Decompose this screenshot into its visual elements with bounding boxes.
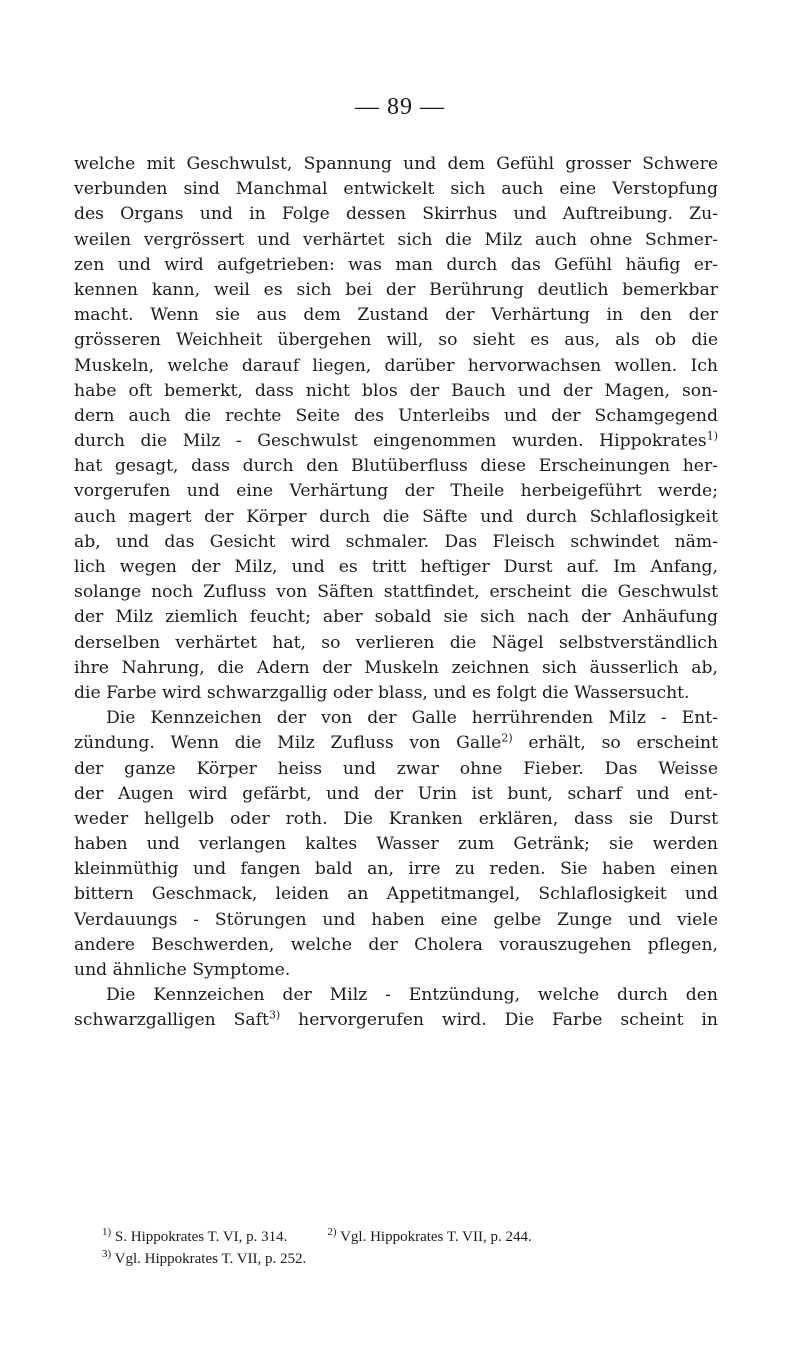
line-text: hat gesagt, dass durch den Blutüberfluss diese Erscheinungen her- [74, 456, 718, 477]
text-line [74, 328, 718, 353]
line-text: ihre Nahrung, die Adern der Muskeln zeichnen sich äusserlich ab, [74, 657, 718, 678]
line-text: andere Beschwerden, welche der Cholera vorauszugehen pflegen, [74, 934, 718, 955]
text-line [74, 958, 718, 983]
text-line [74, 757, 718, 782]
footnote-row [102, 1248, 722, 1270]
footnote-text: Vgl. Hippokrates T. VII, p. 252. [111, 1251, 307, 1267]
footnote-1 [102, 1226, 287, 1248]
line-text: Muskeln, welche darauf liegen, darüber hervorwachsen wollen. Ich [74, 355, 718, 376]
footnote-mark: 2) [327, 1226, 337, 1238]
text-line [74, 731, 718, 756]
footnote-mark: 1) [102, 1226, 112, 1238]
footnote-row [102, 1226, 722, 1248]
line-text: Verdauungs - Störungen und haben eine gelbe Zunge und viele [74, 909, 718, 930]
line-text: schwarzgalligen Saft [74, 1010, 269, 1031]
text-line [74, 681, 718, 706]
line-text: macht. Wenn sie aus dem Zustand der Verhärtung in den der [74, 305, 718, 326]
footnote-ref: 2) [501, 731, 513, 745]
line-text: zen und wird aufgetrieben: was man durch das Gefühl häufig er- [74, 254, 718, 275]
line-text: welche mit Geschwulst, Spannung und dem Gefühl grosser Schwere [74, 154, 718, 174]
text-line [74, 555, 718, 580]
text-line [74, 908, 718, 933]
line-text: habe oft bemerkt, dass nicht blos der Bauch und der Magen, son- [74, 380, 718, 401]
text-line [74, 832, 718, 857]
line-text: weilen vergrössert und verhärtet sich die Milz auch ohne Schmer- [74, 229, 718, 250]
text-line [74, 253, 718, 278]
footnote-ref: 1) [706, 429, 718, 443]
text-line [74, 505, 718, 530]
text-line [74, 429, 718, 454]
line-text: kleinmüthig und fangen bald an, irre zu reden. Sie haben einen [74, 859, 718, 880]
line-text-continued: hervorgerufen wird. Die Farbe scheint in [280, 1010, 718, 1031]
text-line [74, 631, 718, 656]
text-line [74, 479, 718, 504]
text-line [74, 303, 718, 328]
text-line [74, 1008, 718, 1033]
line-text: haben und verlangen kaltes Wasser zum Getränk; sie werden [74, 834, 718, 855]
line-text: auch magert der Körper durch die Säfte und durch Schlaflosigkeit [74, 506, 718, 527]
line-text: zündung. Wenn die Milz Zufluss von Galle [74, 733, 502, 754]
text-line [74, 152, 718, 177]
line-text: bittern Geschmack, leiden an Appetitmangel, Schlaflosigkeit und [74, 884, 718, 905]
line-text: der Augen wird gefärbt, und der Urin ist bunt, scharf und ent- [74, 783, 718, 804]
text-line [74, 354, 718, 379]
text-line [74, 656, 718, 681]
line-text: grösseren Weichheit übergehen will, so sieht es aus, als ob die [74, 330, 718, 351]
page-number: — 89 — [355, 94, 445, 120]
line-text: derselben verhärtet hat, so verlieren die Nägel selbstverständlich [74, 632, 718, 653]
footnote-2 [327, 1226, 531, 1248]
text-line [74, 530, 718, 555]
text-line [74, 379, 718, 404]
line-text: der Milz ziemlich feucht; aber sobald sie sich nach der Anhäufung [74, 607, 718, 628]
line-text-continued: erhält, so erscheint [512, 733, 718, 754]
footnotes [102, 1226, 722, 1270]
line-text: Die Kennzeichen der von der Galle herrührenden Milz - Ent- [106, 708, 718, 729]
text-line [74, 933, 718, 958]
text-line [74, 278, 718, 303]
text-line [74, 605, 718, 630]
line-text: solange noch Zufluss von Säften stattfindet, erscheint die Geschwulst [74, 582, 718, 603]
text-line [74, 404, 718, 429]
text-line [74, 177, 718, 202]
line-text: und ähnliche Symptome. [74, 960, 291, 980]
text-line [74, 706, 718, 731]
line-text: kennen kann, weil es sich bei der Berührung deutlich bemerkbar [74, 279, 718, 300]
text-line [74, 807, 718, 832]
text-line [74, 983, 718, 1008]
text-line [74, 857, 718, 882]
line-text: Die Kennzeichen der Milz - Entzündung, welche durch den [106, 985, 718, 1006]
footnote-3 [102, 1248, 306, 1270]
line-text: der ganze Körper heiss und zwar ohne Fieber. Das Weisse [74, 758, 718, 779]
footnote-text: Vgl. Hippokrates T. VII, p. 244. [336, 1229, 532, 1245]
text-line [74, 882, 718, 907]
line-text: die Farbe wird schwarzgallig oder blass, und es folgt die Wassersucht. [74, 682, 690, 703]
line-text: weder hellgelb oder roth. Die Kranken erklären, dass sie Durst [74, 808, 718, 829]
line-text: lich wegen der Milz, und es tritt heftiger Durst auf. Im Anfang, [74, 557, 718, 577]
text-line [74, 202, 718, 227]
text-line [74, 228, 718, 253]
footnote-ref: 3) [268, 1008, 281, 1022]
text-line [74, 580, 718, 605]
text-line [74, 454, 718, 479]
footnote-text: S. Hippokrates T. VI, p. 314. [111, 1229, 288, 1245]
line-text: durch die Milz - Geschwulst eingenommen wurden. Hippokrates [74, 431, 707, 452]
line-text: vorgerufen und eine Verhärtung der Theile herbeigeführt werde; [74, 481, 718, 502]
footnote-mark: 3) [102, 1248, 112, 1260]
text-line [74, 782, 718, 807]
line-text: verbunden sind Manchmal entwickelt sich auch eine Verstopfung [74, 179, 718, 200]
line-text: ab, und das Gesicht wird schmaler. Das Fleisch schwindet näm- [74, 531, 718, 552]
body-text [74, 152, 718, 1034]
line-text: des Organs und in Folge dessen Skirrhus und Auftreibung. Zu- [74, 204, 718, 225]
line-text: dern auch die rechte Seite des Unterleibs und der Schamgegend [74, 405, 718, 426]
